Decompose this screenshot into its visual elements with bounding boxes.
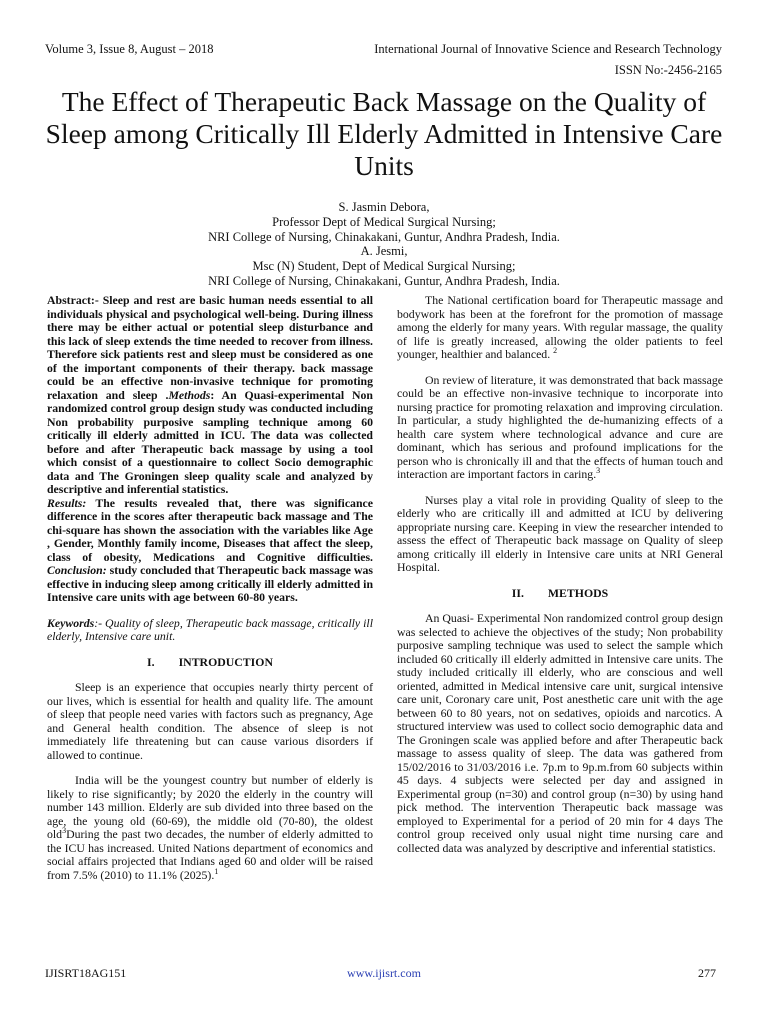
section-number: II. <box>511 585 524 600</box>
section-title: INTRODUCTION <box>178 654 273 669</box>
section-heading-introduction <box>47 656 373 670</box>
body-paragraph <box>397 374 723 482</box>
paragraph-text: India will be the youngest country but number of elderly is likely to rise significantly; by 2020 the elderly in the country will number 143 million. Elderly are sub divided into three based on the age, the young old (60-69), the middle old (70-80), the oldest old <box>47 773 373 841</box>
website-link[interactable]: www.ijisrt.com <box>347 966 421 980</box>
author-name: S. Jasmin Debora, <box>338 200 430 214</box>
methods-paragraph: An Quasi- Experimental Non randomized control group design was selected to achieve the objectives of the study; Non probability purposive sampling technique was used to select the sample which included 60 critically ill elderly admitted in Intensive care units. The study included critically ill elderly, who are conscious and well oriented, admitted in Medical intensive care unit, surgical intensive care unit, Coronary care unit, Post anesthetic care unit with the age between 60 to 80 years, not on sedatives, opioids and narcotics. A structured interview was used to collect socio demographic data and The Groningen scale was applied before and after Therapeutic back massage to assess quality of sleep. The data was gathered from 15/02/2016 to 31/03/2016 i.e. 7p.m to 9p.m.from 60 subjects within 45 days. 4 subjects were selected per day and assigned in Experimental group (n=30) and control group (n=30) by using hand pick method. The intervention Therapeutic back massage was employed to Experimental for a period of 20 min for 4 days The control group received only usual night time nursing care and collected data was analyzed by descriptive and inferential statistics. <box>397 611 723 855</box>
paper-code: IJISRT18AG151 <box>45 966 127 980</box>
author-affiliation: NRI College of Nursing, Chinakakani, Guntur, Andhra Pradesh, India. <box>208 273 560 288</box>
paragraph-text: On review of literature, it was demonstrated that back massage could be an effective non-invasive technique to incorporate into nursing practice for promoting relaxation and improving circulation. In particular, a study highlighted the de-humanizing effects of a health care system where technological advance and cure are dominant, which has serious and profound implications for the person who is chronically ill and that the effects of human touch and interaction are important factors in caring. <box>397 372 723 481</box>
keywords-text: :- Quality of sleep, Therapeutic back massage, critically ill elderly, Intensive care unit. <box>47 615 373 643</box>
issn: ISSN No:-2456-2165 <box>614 63 722 77</box>
citation: 3 <box>62 826 67 836</box>
abstract <box>47 294 373 605</box>
citation: 1 <box>214 866 219 876</box>
page-number: 277 <box>698 966 716 980</box>
journal-name: International Journal of Innovative Science and Research Technology <box>374 42 722 56</box>
body-paragraph <box>397 294 723 362</box>
keywords-label: Keywords <box>47 615 95 630</box>
author-affiliation: Professor Dept of Medical Surgical Nursing; <box>272 214 496 229</box>
intro-paragraph <box>47 774 373 882</box>
section-number: I. <box>147 654 155 669</box>
abstract-text: Sleep and rest are basic human needs essential to all individuals physical and psychological well-being. During illness there may be either actual or potential sleep disturbance and this lack of sleep extends the time needed to recover from illness. Therefore sick patients rest and sleep must be considered as one of the important components of their therapy. back massage could be an effective non-invasive technique for promoting relaxation and sleep . <box>47 293 373 402</box>
abstract-text: : An Quasi-experimental Non randomized control group design study was conducted including Non probability purposive sampling technique among 60 critically ill elderly admitted in ICU. The data was collected before and after Therapeutic back massage by using a tool which consist of a questionnaire to collect Socio demographic data and The Groningen sleep quality scale and analyzed by descriptive and inferential statistics. <box>47 387 373 496</box>
author-name: A. Jesmi, <box>360 244 408 259</box>
conclusion-label: Conclusion: <box>47 563 107 577</box>
author-block <box>40 200 728 289</box>
abstract-label: Abstract:- <box>47 293 99 307</box>
citation: 3 <box>596 466 601 476</box>
right-column <box>397 294 723 855</box>
section-title: METHODS <box>547 585 609 600</box>
body-paragraph: Nurses play a vital role in providing Quality of sleep to the elderly who are critically ill and admitted at ICU by delivering appropriate nursing care. Keeping in view the researcher intended to assess the effect of Therapeutic back massage on Quality of sleep among critically ill elderly in Intensive care units at NRI General Hospital. <box>397 492 723 574</box>
paper-title: The Effect of Therapeutic Back Massage on the Quality of Sleep among Critically Ill Elderly Admitted in Intensive Care Units <box>45 86 723 181</box>
volume-info: Volume 3, Issue 8, August – 2018 <box>45 42 214 56</box>
methods-label: Methods <box>168 387 211 402</box>
paragraph-text: The National certification board for Therapeutic massage and bodywork has been at the forefront for the promotion of massage among the elderly for many years. With regular massage, the quality of life is greatly increased, allowing the older patients to feel younger, healthier and balanced. <box>397 293 723 361</box>
abstract-text: study concluded that Therapeutic back massage was effective in inducing sleep among critically ill elderly admitted in Intensive care units with age between 60-80 years. <box>47 563 373 604</box>
citation: 2 <box>553 346 558 356</box>
section-heading-methods <box>397 587 723 601</box>
keywords <box>47 617 373 644</box>
paragraph-text: During the past two decades, the number of elderly admitted to the ICU has increased. United Nations department of economics and social affairs projected that Indians aged 60 and older will be raised from 7.5% (2010) to 11.1% (2025). <box>47 827 373 882</box>
results-label: Results: <box>47 495 87 510</box>
author-affiliation: Msc (N) Student, Dept of Medical Surgical Nursing; <box>252 259 516 274</box>
author-affiliation: NRI College of Nursing, Chinakakani, Guntur, Andhra Pradesh, India. <box>208 229 560 244</box>
left-column <box>47 294 373 882</box>
intro-paragraph: Sleep is an experience that occupies nearly thirty percent of our lives, which is essential for health and quality life. The amount of sleep that people need varies with factors such as pregnancy, Age and General health condition. The absence of sleep is not immediately life threatening but can cause various disorders if allowed to continue. <box>47 680 373 762</box>
abstract-text: The results revealed that, there was significance difference in the scores after therapeutic back massage and The chi-square has shown the association with the variables like Age , Gender, Monthly family income, Diseases that affect the sleep, class of obesity, Medications and Cognitive difficulties. <box>47 495 373 564</box>
